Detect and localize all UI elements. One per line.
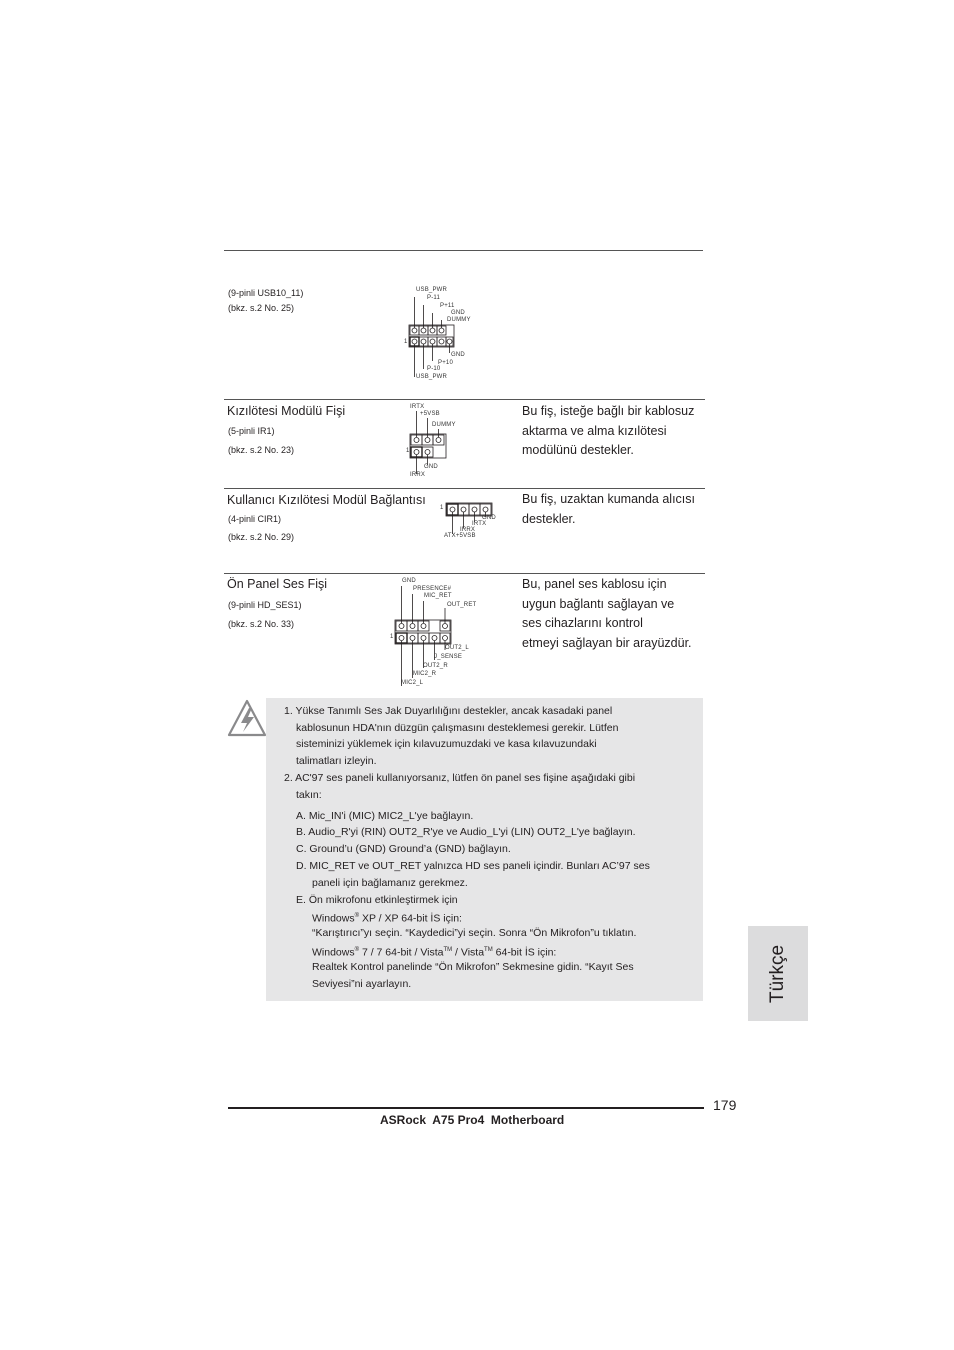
audio-rule [224,573,705,574]
note-line-c: C. Ground’u (GND) Ground’a (GND) bağlayın. [296,843,511,855]
trademark-mark-2: TM [484,947,493,953]
note-box [266,698,703,1001]
cir-header-subtitle: (4-pinli CIR1) [228,514,282,524]
footer-rule [228,1107,704,1109]
ir-pin-diagram [400,402,470,482]
note-line-realtek-2: Seviyesi”ni ayarlayın. [312,978,412,990]
windows-word-2: Windows [312,946,355,959]
note-line-1: 1. Yükse Tanımlı Ses Jak Duyarlılığını destekler, ancak kasadaki panel [284,705,613,717]
cir-pin-label-1: GND [482,515,496,521]
usb-pin1-marker: 1 [404,339,408,345]
usb-pin-label-6: GND [451,352,465,358]
cir-pin-label-3: IRRX [460,527,476,533]
ir-header-ref: (bkz. s.2 No. 23) [228,445,295,455]
registered-mark: ® [354,913,360,919]
footer-product: ASRock A75 Pro4 Motherboard [380,1113,565,1127]
note-line-a: A. Mic_IN'i (MIC) MIC2_L'ye bağlayın. [296,810,474,822]
audio-desc-line-2: uygun bağlantı sağlayan ve [522,596,675,611]
audio-header-description [522,575,692,653]
audio-pin-label-2: PRESENCE# [413,586,452,592]
usb-pin-label-3: P+11 [440,303,455,309]
win7-text: 7 / 7 64-bit / Vista [359,946,444,959]
note-line-windows-xp [312,910,462,926]
usb-header-ref: (bkz. s.2 No. 25) [228,303,295,313]
audio-pin-label-6: J_SENSE [434,654,463,660]
audio-desc-line-4: etmeyi sağlayan bir arayüzdür. [522,635,692,650]
audio-pin-diagram [386,576,486,690]
ir-pin-label-3: DUMMY [432,422,456,428]
audio-pin-label-1: GND [402,578,416,584]
ir-header-title: Kızılötesi Modülü Fişi [227,404,346,418]
audio-pin1-marker: 1 [390,634,394,640]
usb-pin-label-9: USB_PWR [416,374,448,380]
cir-desc-line-1: Bu fiş, uzaktan kumanda alıcısı [522,492,696,506]
audio-desc-line-1: Bu, panel ses kablosu için [522,577,667,591]
top-rule [224,250,703,251]
note-line-mixer: “Karıştırıcı”yı seçin. “Kaydedici”yi seçin. Sonra “Ön Mikrofon”u tıklatın. [312,927,637,939]
audio-pin-label-9: MIC2_L [401,680,424,686]
audio-pin-label-4: OUT_RET [447,602,477,608]
ir-pin-label-2: +5VSB [420,411,440,417]
note-line-6: takın: [296,789,322,801]
usb-pin-label-7: P+10 [438,360,453,366]
note-line-d2: paneli için bağlamanız gerekmez. [312,877,468,889]
note-line-b: B. Audio_R'yi (RIN) OUT2_R'ye ve Audio_L'yi (LIN) OUT2_L'ye bağlayın. [296,826,636,838]
cir-pin1-marker: 1 [440,505,444,511]
usb-pin-label-2: P-11 [427,295,441,301]
cir-header-title: Kullanıcı Kızılötesi Modül Bağlantısı [227,493,426,507]
audio-header-title: Ön Panel Ses Fişi [227,577,328,591]
ir-pin1-marker: 1 [406,448,410,454]
ir-desc-line-3: modülünü destekler. [522,443,634,457]
cir-desc-line-2: destekler. [522,511,576,526]
language-tab-label: Türkçe [767,944,788,1003]
audio-header-subtitle: (9-pinli HD_SES1) [228,600,302,610]
audio-pin-label-3: MIC_RET [424,593,452,599]
cir-header-description [522,490,695,529]
ir-desc-line-1: Bu fiş, isteğe bağlı bir kablosuz [522,404,695,418]
ir-desc-line-2: aktarma ve alma kızılötesi [522,423,667,438]
xp-text: XP / XP 64-bit İS için: [359,912,462,925]
usb-header-subtitle: (9-pinli USB10_11) [228,288,304,298]
note-line-4: talimatları izleyin. [296,755,377,767]
language-tab [748,926,808,1021]
note-line-d: D. MIC_RET ve OUT_RET yalnızca HD ses paneli içindir. Bunları AC’97 ses [296,860,650,872]
ir-header-description [522,402,694,461]
audio-pin-label-5: OUT2_L [445,645,469,651]
registered-mark-2: ® [354,947,360,953]
note-line-5: 2. AC'97 ses paneli kullanıyorsanız, lütfen ön panel ses fişine aşağıdaki gibi [284,772,636,784]
cir-pin-label-4: ATX+5VSB [444,533,476,539]
cir-pin-label-2: IRTX [472,521,487,527]
usb-pin-label-1: USB_PWR [416,287,448,293]
audio-desc-line-3: ses cihazlarını kontrol [522,616,643,630]
ir-header-subtitle: (5-pinli IR1) [228,426,275,436]
cir-pin-diagram [438,500,504,544]
windows-word: Windows [312,912,355,925]
vista-text: / Vista [452,946,485,959]
usb-pin-label-5: DUMMY [447,317,471,323]
ir-rule [224,399,705,400]
audio-header-ref: (bkz. s.2 No. 33) [228,619,295,629]
note-line-e: E. Ön mikrofonu etkinleştirmek için [296,894,458,906]
trademark-mark-1: TM [443,947,453,953]
audio-pin-label-8: MIC2_R [413,671,437,677]
ir-pin-label-5: IRRX [410,472,426,478]
usb-pin-label-8: P-10 [427,366,441,372]
page-number: 179 [713,1097,737,1113]
note-line-2: kablosunun HDA'nın düzgün çalışmasını desteklemesi gerekir. Lütfen [296,722,619,734]
note-line-realtek: Realtek Kontrol panelinde “Ön Mikrofon” Sekmesine gidin. “Kayıt Ses [312,961,634,973]
warning-triangle-icon [227,699,267,737]
audio-pin-label-7: OUT2_R [423,663,448,669]
ir-pin-label-1: IRTX [410,404,425,410]
os-text: 64-bit İS için: [492,946,557,959]
cir-rule [224,488,705,489]
usb-pin-diagram [400,285,510,385]
usb-pin-label-4: GND [451,310,465,316]
cir-header-ref: (bkz. s.2 No. 29) [228,532,295,542]
usb-pin-diagram-svg [400,285,510,385]
note-line-windows-7 [312,944,556,960]
ir-pin-label-4: GND [424,464,438,470]
note-line-3: sisteminizi yüklemek için kılavuzumuzdaki ve kasa kılavuzundaki [296,738,597,750]
